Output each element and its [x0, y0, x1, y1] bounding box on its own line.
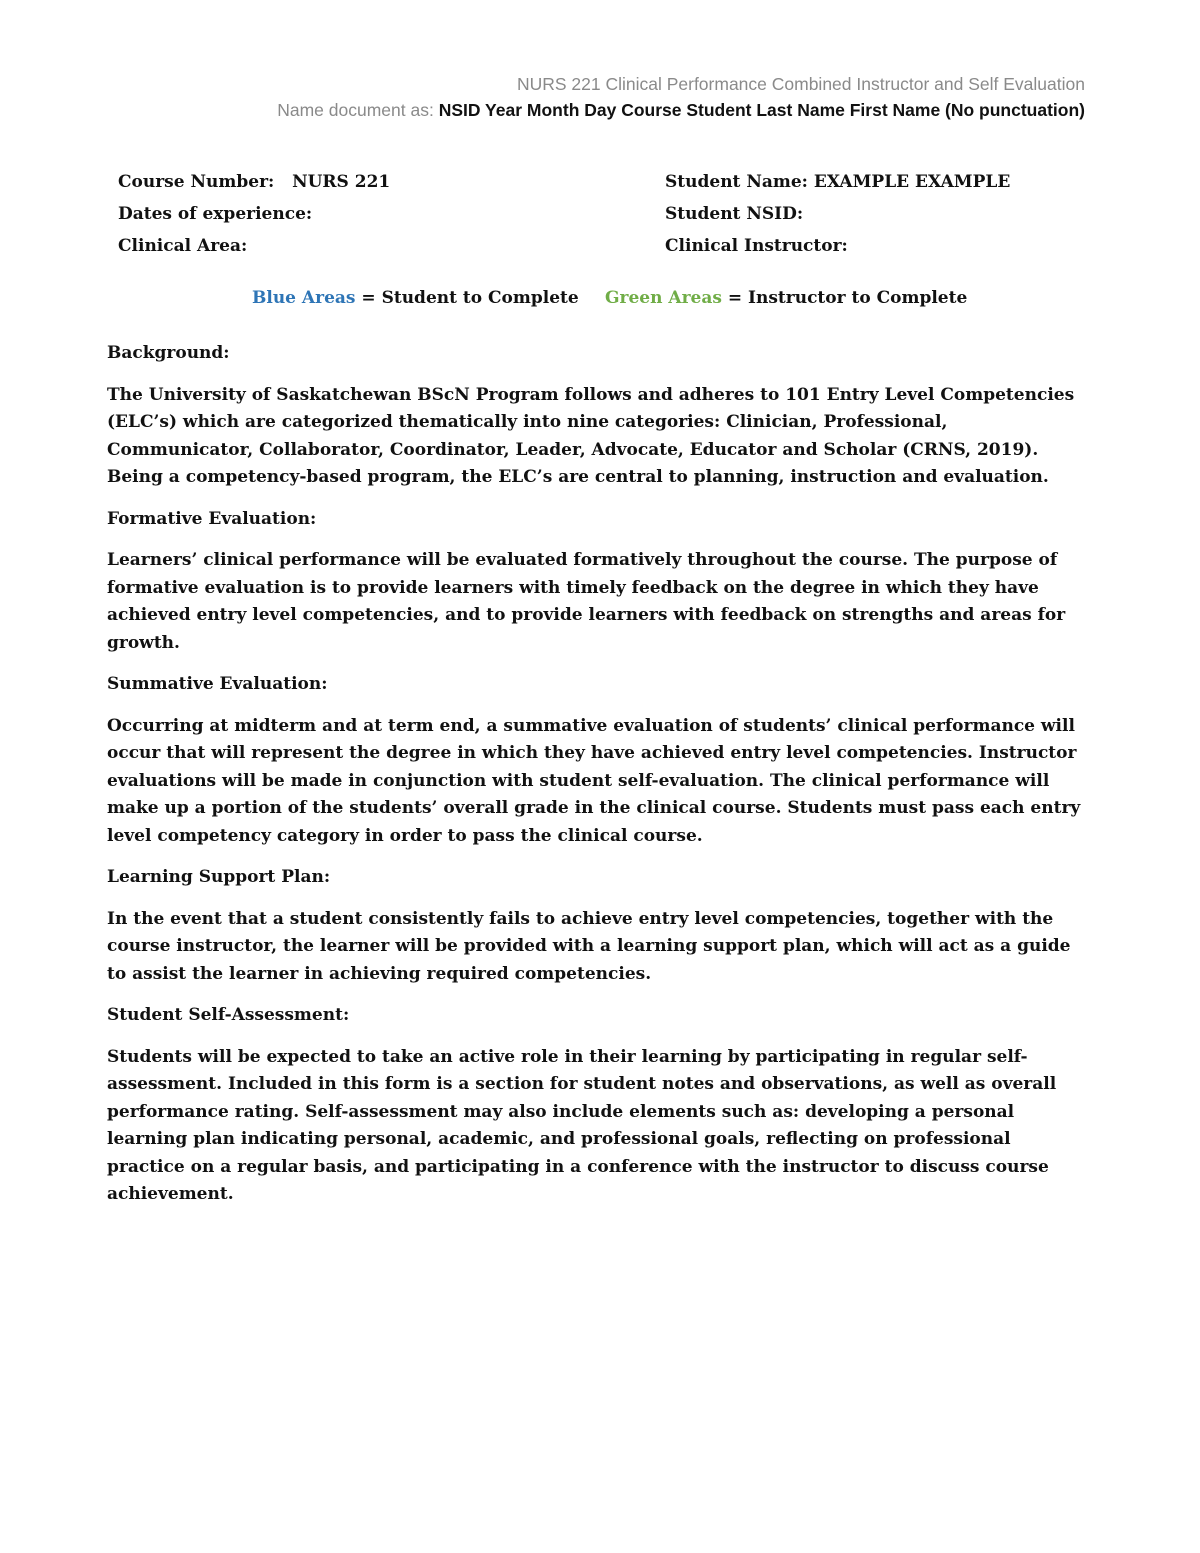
section: [107, 506, 1092, 658]
legend-green-text: = Instructor to Complete: [721, 288, 968, 308]
section-heading: Summative Evaluation:: [107, 674, 328, 694]
section: [107, 340, 1092, 492]
section: [107, 671, 1092, 850]
info-row: [118, 172, 1018, 196]
clinical-area: Clinical Area:: [118, 236, 248, 256]
document-title: NURS 221 Clinical Performance Combined Instructor and Self Evaluation: [516, 74, 1085, 94]
section-body: In the event that a student consistently fails to achieve entry level competencies, together with the course instructor, the learner will be provided with a learning support plan, which will act as a guide to assist the learner in achieving required competencies.: [107, 908, 1071, 984]
legend-green-label: Green Areas: [605, 288, 722, 308]
legend-blue-label: Blue Areas: [252, 288, 356, 308]
section: [107, 1002, 1092, 1209]
clinical-instructor: Clinical Instructor:: [665, 236, 848, 256]
student-nsid: Student NSID:: [665, 204, 804, 224]
section-body: Students will be expected to take an active role in their learning by participating in regular self-assessment. Included in this form is a section for student notes and observations, as well as overall performance rating. Self-assessment may also include elements such as: developing a personal learning plan indicating personal, academic, and professional goals, reflecting on professional practice on a regular basis, and participating in a conference with the instructor to discuss course achievement.: [107, 1046, 1057, 1204]
info-row: [118, 204, 1018, 228]
course-number: Course Number: NURS 221: [118, 172, 391, 192]
section-heading: Background:: [107, 343, 230, 363]
naming-instruction-label: Name document as:: [277, 100, 434, 120]
document-body: [107, 340, 1092, 1223]
section-heading: Student Self-Assessment:: [107, 1005, 350, 1025]
dates-of-experience: Dates of experience:: [118, 204, 313, 224]
naming-instruction: [277, 100, 1085, 121]
legend-blue-text: = Student to Complete: [355, 288, 579, 308]
naming-instruction-value: NSID Year Month Day Course Student Last Name First Name (No punctuation): [438, 100, 1085, 120]
section-heading: Learning Support Plan:: [107, 867, 331, 887]
section-body: Occurring at midterm and at term end, a summative evaluation of students’ clinical performance will occur that will represent the degree in which they have achieved entry level competencies. Instructor evaluations will be made in conjunction with student self-evaluation. The clinical performance will make up a portion of the students’ overall grade in the clinical course. Students must pass each entry level competency category in order to pass the clinical course.: [107, 715, 1081, 846]
info-row: [118, 236, 1018, 260]
legend-student: [252, 288, 579, 308]
section-body: Learners’ clinical performance will be evaluated formatively throughout the course. The purpose of formative evaluation is to provide learners with timely feedback on the degree in which they have achieved entry level competencies, and to provide learners with feedback on strengths and areas for growth.: [107, 550, 1066, 653]
legend-instructor: [605, 288, 967, 308]
section: [107, 864, 1092, 988]
section-body: The University of Saskatchewan BScN Program follows and adheres to 101 Entry Level Competencies (ELC’s) which are categorized thematically into nine categories: Clinician, Professional, Communicator, Collaborator, Coordinator, Leader, Advocate, Educator and Scholar (CRNS, 2019). Being a competency-based program, the ELC’s are central to planning, instruction and evaluation.: [107, 384, 1075, 487]
student-name: Student Name: EXAMPLE EXAMPLE: [665, 172, 1011, 192]
section-heading: Formative Evaluation:: [107, 508, 317, 529]
